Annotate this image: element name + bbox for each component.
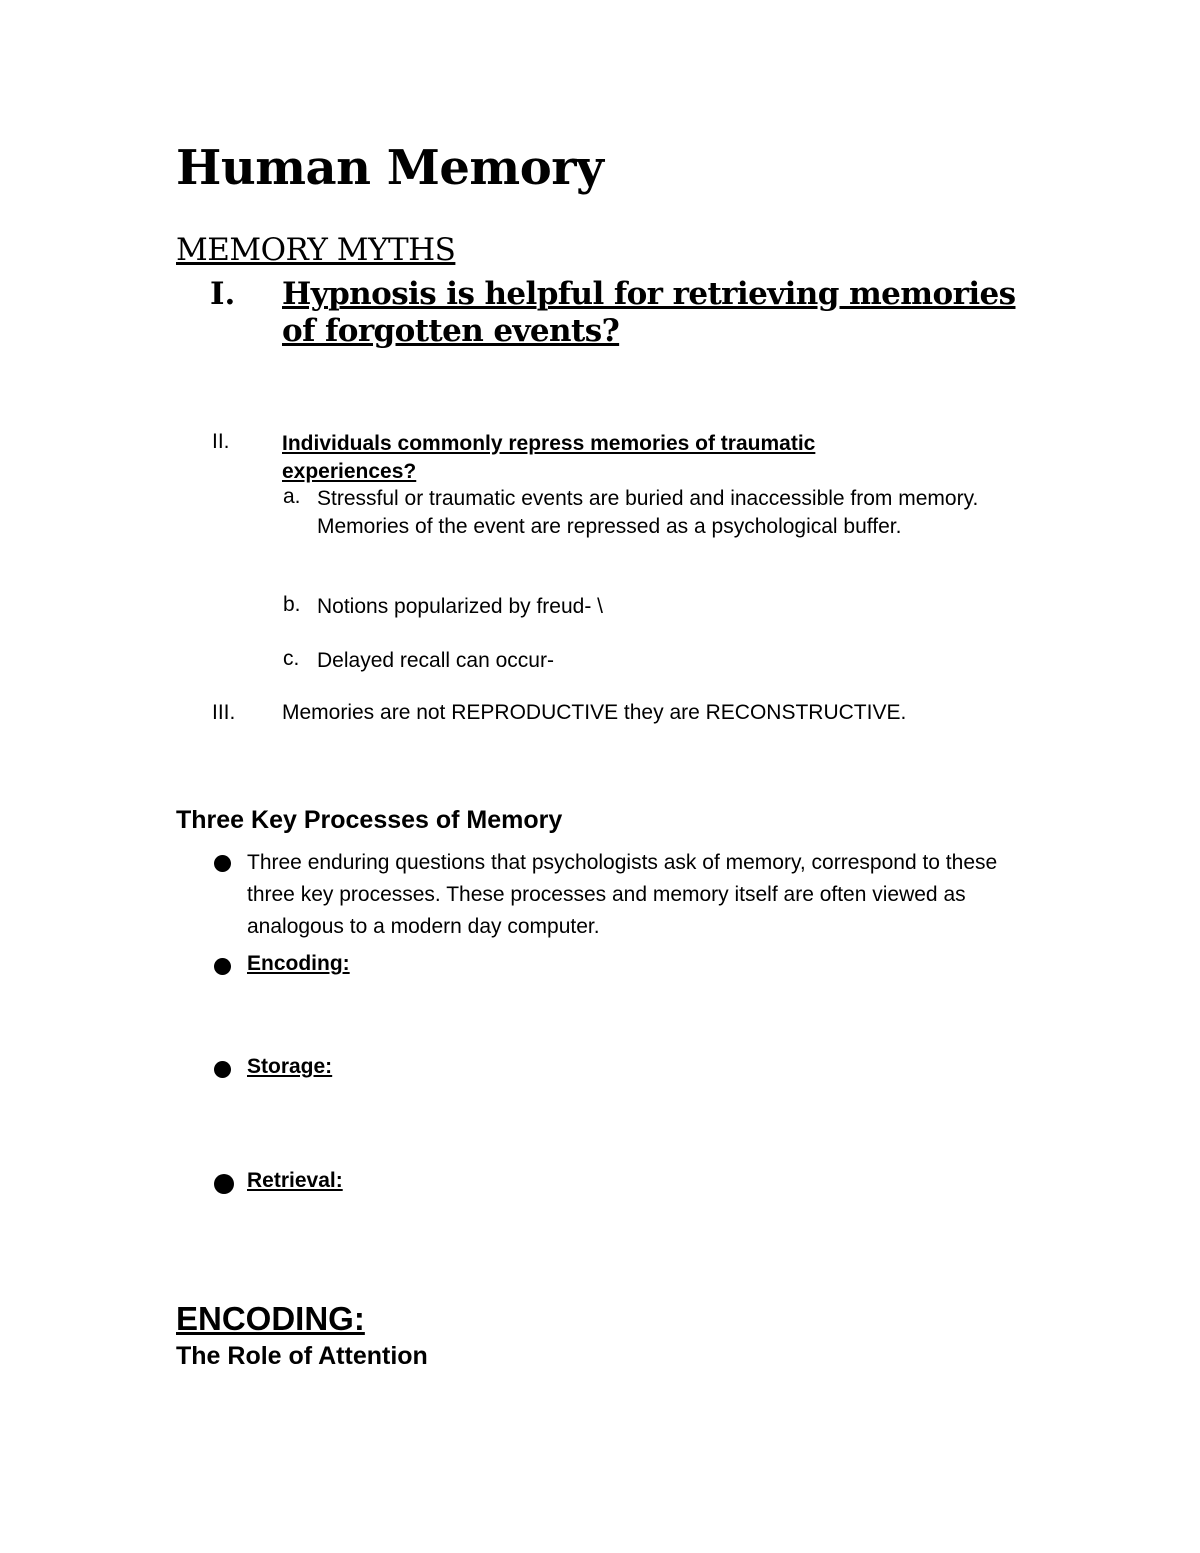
myth-2-subpoint-c-text: Delayed recall can occur-	[317, 649, 554, 672]
bullet-icon	[214, 958, 231, 975]
myth-2-subpoint-b-text: Notions popularized by freud- \	[317, 595, 603, 618]
process-encoding-label: Encoding:	[247, 952, 350, 975]
myth-2-subpoint-a-text: Stressful or traumatic events are buried and inaccessible from memory. Memories of the event are repressed as a psychological buffer.	[317, 487, 979, 538]
myth-2-subpoint-a-letter: a.	[283, 485, 301, 508]
myth-3-text: Memories are not REPRODUCTIVE they are RECONSTRUCTIVE.	[282, 701, 907, 724]
myth-2-subpoint-c-letter: c.	[283, 647, 300, 670]
bullet-icon	[214, 1061, 231, 1078]
process-retrieval-label: Retrieval:	[247, 1169, 343, 1192]
myth-2-text: Individuals commonly repress memories of traumatic experiences?	[282, 432, 816, 483]
bullet-icon	[214, 855, 231, 872]
encoding-heading: ENCODING:	[176, 1300, 365, 1337]
processes-intro-text: Three enduring questions that psychologists ask of memory, correspond to these three key processes. These processes and memory itself are often viewed as analogous to a modern day computer.	[247, 851, 998, 938]
memory-myths-heading: MEMORY MYTHS	[176, 232, 456, 268]
myth-2-subpoint-b-letter: b.	[283, 593, 301, 616]
myth-1-numeral: I.	[210, 276, 236, 312]
myth-3-numeral: III.	[212, 701, 236, 724]
document-title: Human Memory	[176, 140, 604, 196]
myth-2-numeral: II.	[212, 430, 230, 453]
processes-heading: Three Key Processes of Memory	[176, 806, 563, 834]
encoding-subheading: The Role of Attention	[176, 1342, 428, 1370]
myth-1-text: Hypnosis is helpful for retrieving memories of forgotten events?	[282, 276, 1016, 349]
process-storage-label: Storage:	[247, 1055, 333, 1078]
bullet-icon	[214, 1174, 234, 1194]
